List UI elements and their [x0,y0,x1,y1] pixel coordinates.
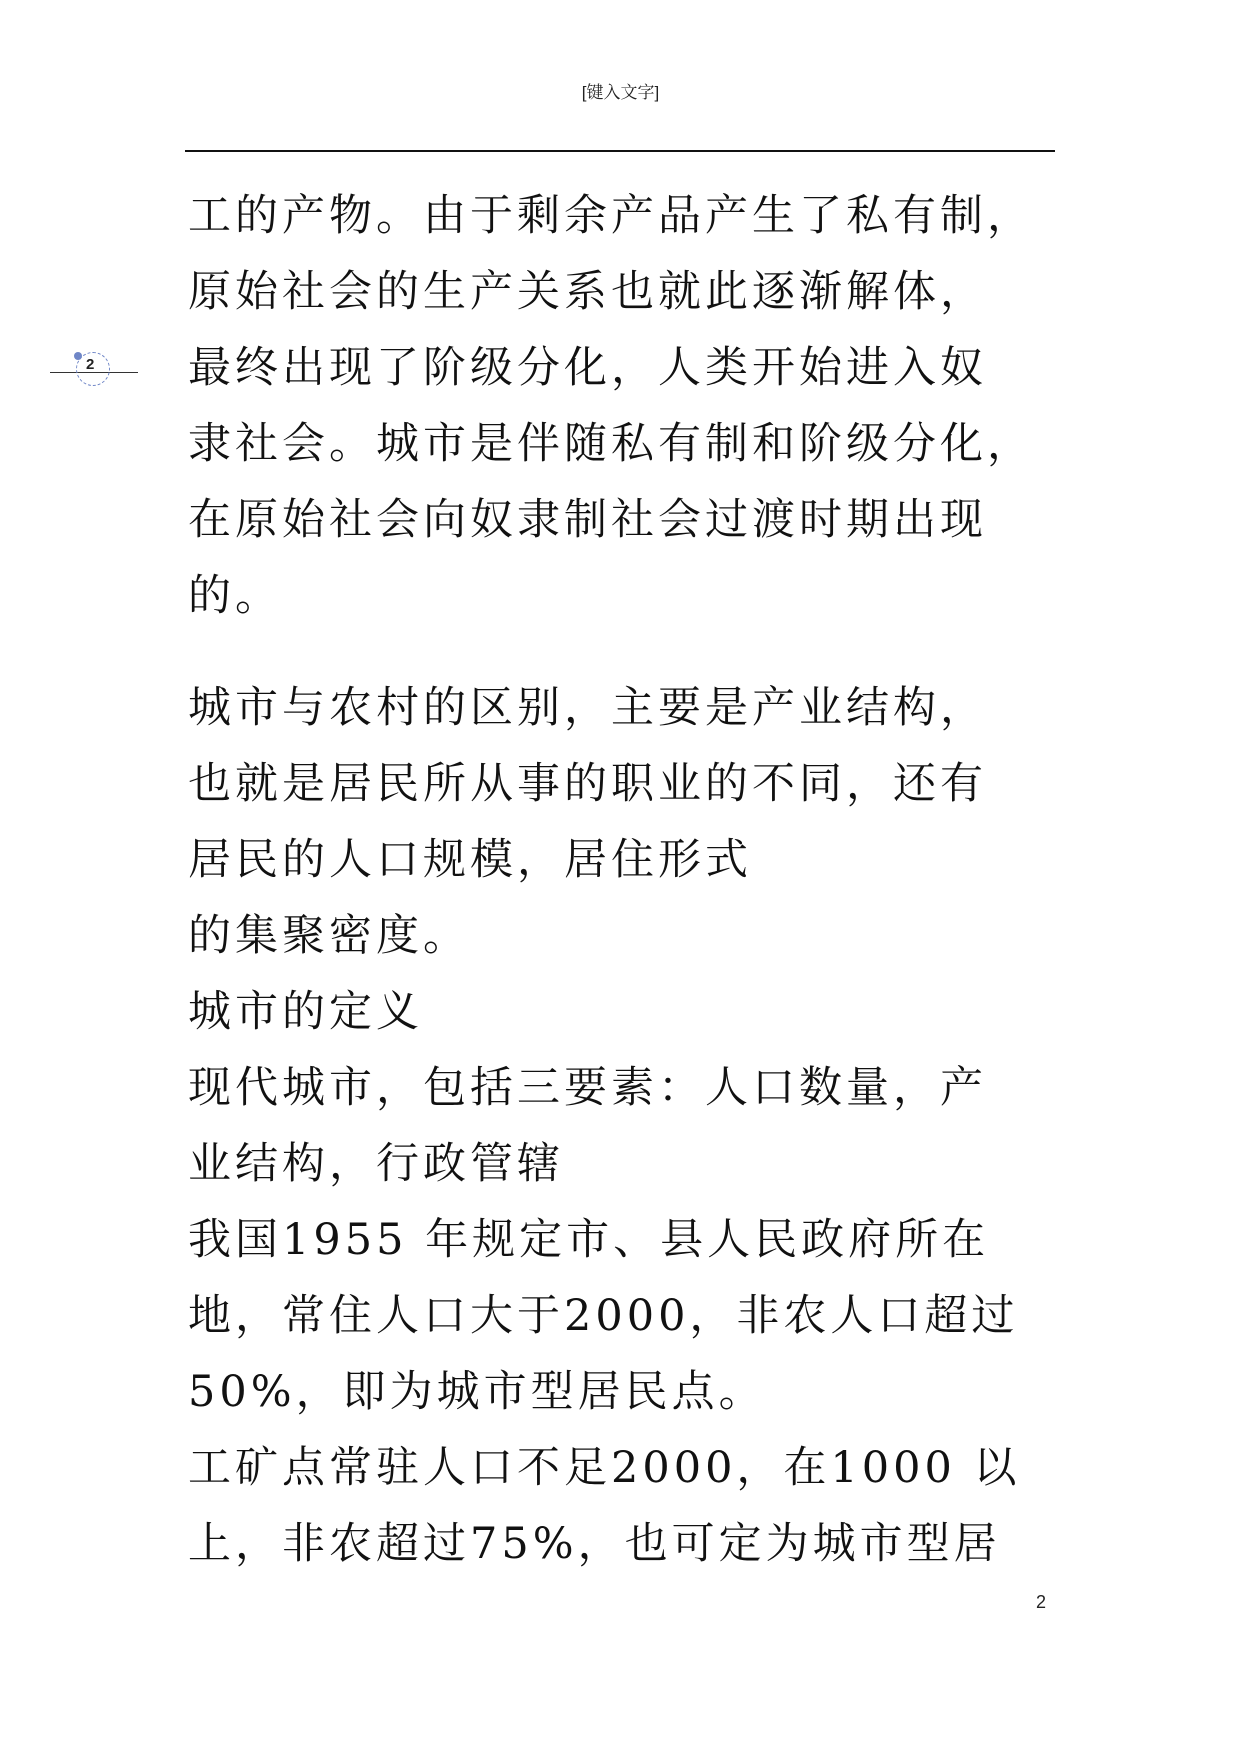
margin-page-marker [50,348,138,388]
marker-number: 2 [86,356,95,373]
body-line: 居民的人口规模，居住形式 [188,835,752,885]
paragraph-gap [188,634,1068,670]
body-line: 50%，即为城市型居民点。 [188,1367,766,1417]
body-line: 最终出现了阶级分化，人类开始进入奴 [188,343,987,393]
body-line: 业结构，行政管辖 [188,1139,564,1189]
body-line: 上，非农超过75%，也可定为城市型居 [188,1519,1001,1569]
body-line: 工矿点常驻人口不足2000，在1000 以 [188,1443,1021,1493]
body-line: 原始社会的生产关系也就此逐渐解体， [188,267,987,317]
body-line: 工的产物。由于剩余产品产生了私有制， [188,191,1034,241]
header-divider [185,150,1055,152]
body-line: 的集聚密度。 [188,911,470,961]
section-heading: 城市的定义 [188,987,423,1037]
marker-dot-icon [74,352,82,360]
body-line: 我国1955 年规定市、县人民政府所在 [188,1215,990,1265]
document-body [188,178,1068,1582]
page-number: 2 [1036,1592,1047,1612]
body-line: 地，常住人口大于2000，非农人口超过 [188,1291,1019,1341]
body-line: 现代城市，包括三要素：人口数量，产 [188,1063,987,1113]
body-line: 的。 [188,571,282,621]
body-line: 隶社会。城市是伴随私有制和阶级分化， [188,419,1034,469]
body-line: 城市与农村的区别，主要是产业结构， [188,683,987,733]
page-header: [键入文字] [581,83,660,102]
body-line: 也就是居民所从事的职业的不同，还有 [188,759,987,809]
body-line: 在原始社会向奴隶制社会过渡时期出现 [188,495,987,545]
